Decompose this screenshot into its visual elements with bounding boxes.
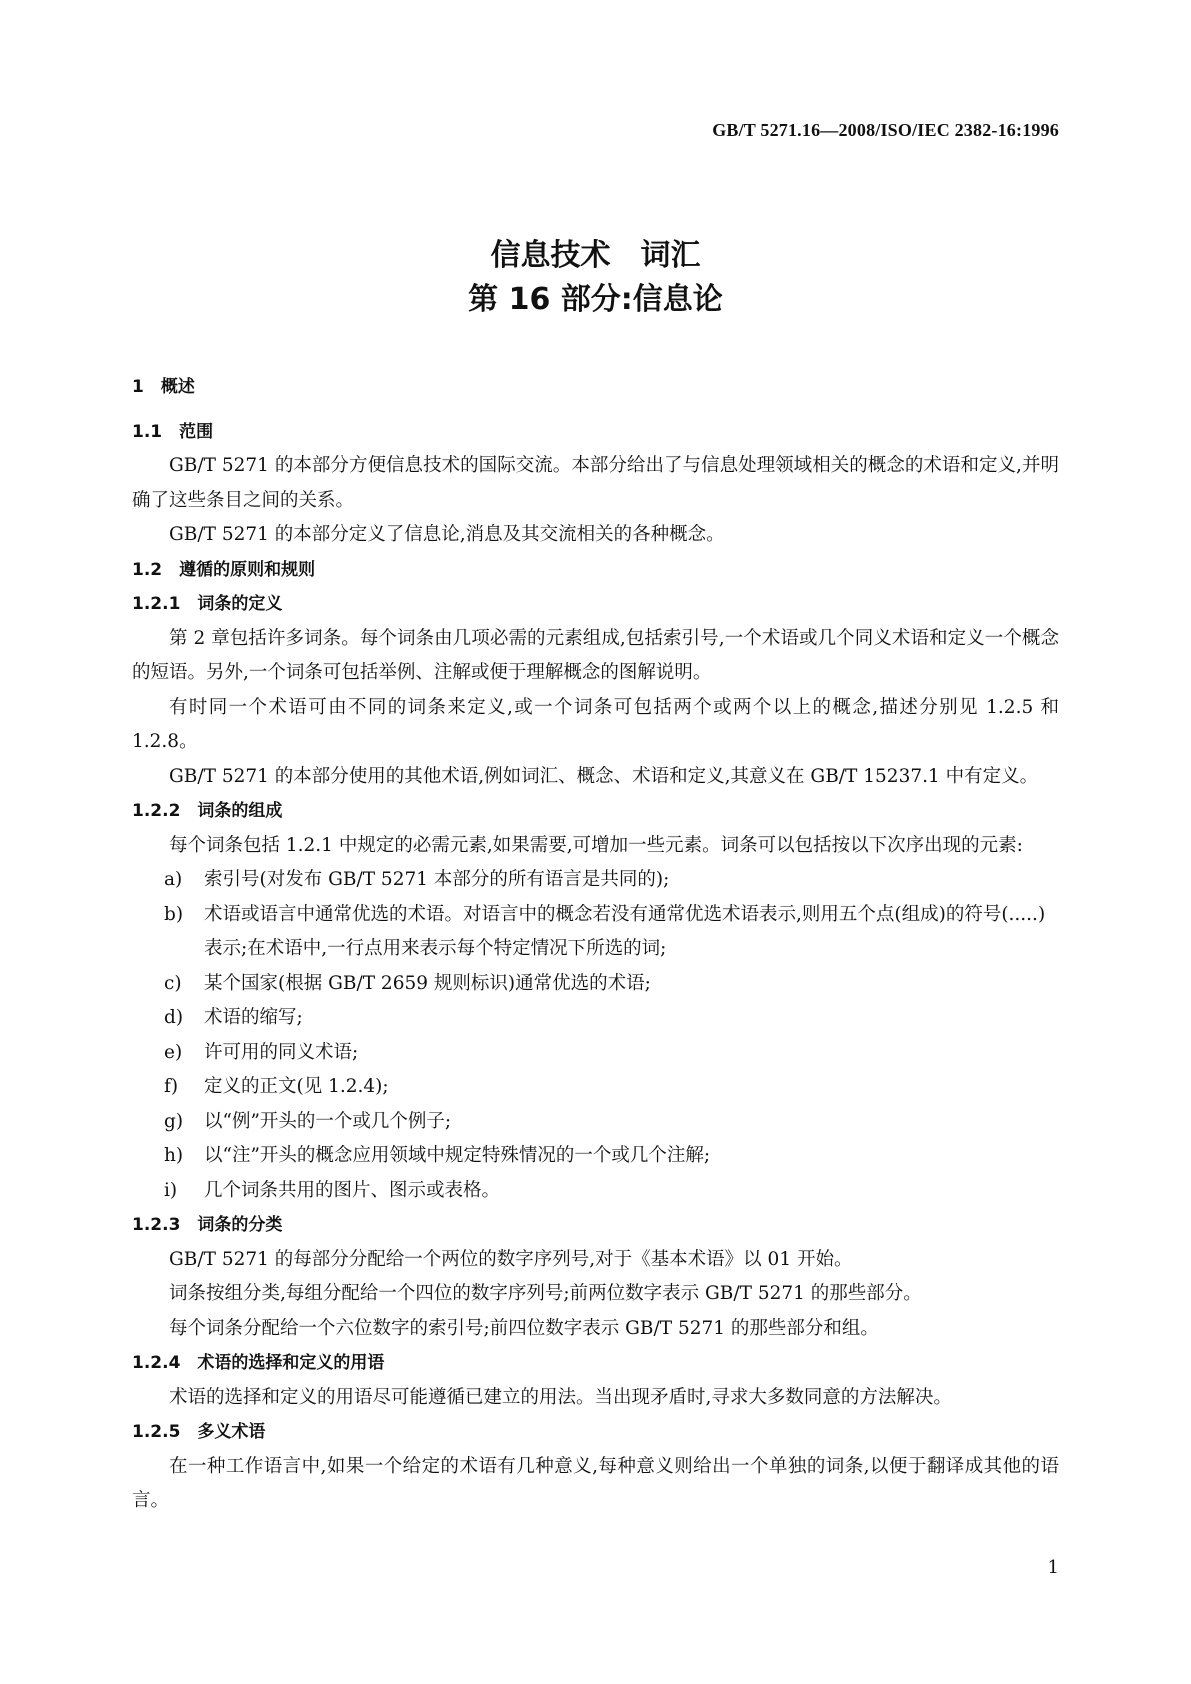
list-item: [132, 1174, 1059, 1209]
section-heading-1-2-5: 1.2.5 多义术语: [132, 1422, 266, 1442]
list-marker: d): [164, 1007, 184, 1028]
list-text: 术语的缩写;: [204, 1007, 303, 1028]
list-item: [132, 1036, 1059, 1071]
paragraph: GB/T 5271 的本部分使用的其他术语,例如词汇、概念、术语和定义,其意义在 GB/T 15237.1 中有定义。: [169, 765, 1039, 787]
list-item: [132, 1070, 1059, 1105]
section-heading-1-2-1: 1.2.1 词条的定义: [132, 594, 283, 614]
document-title-line2: 第 16 部分:信息论: [468, 282, 723, 317]
list-marker: i): [164, 1179, 178, 1201]
document-body: [132, 370, 1059, 1519]
section-heading-1-2: 1.2 遵循的原则和规则: [132, 559, 316, 580]
list-item: [132, 863, 1059, 898]
paragraph: GB/T 5271 的每部分分配给一个两位的数字序列号,对于《基本术语》以 01 开始。: [169, 1248, 853, 1270]
document-title-line1: 信息技术 词汇: [490, 238, 701, 273]
list-marker: c): [164, 972, 182, 994]
paragraph: 有时同一个术语可由不同的词条来定义,或一个词条可包括两个或两个以上的概念,描述分别见 1.2.5 和 1.2.8。: [132, 696, 1059, 752]
list-item: [132, 967, 1059, 1002]
section-heading-1-2-3: 1.2.3 词条的分类: [132, 1215, 283, 1235]
paragraph: 每个词条分配给一个六位数字的索引号;前四位数字表示 GB/T 5271 的那些部分和组。: [169, 1317, 879, 1339]
list-marker: e): [164, 1041, 183, 1063]
list-marker: g): [164, 1110, 184, 1132]
list-text: 许可用的同义术语;: [204, 1041, 359, 1063]
paragraph: 术语的选择和定义的用语尽可能遵循已建立的用法。当出现矛盾时,寻求大多数同意的方法解决。: [169, 1386, 952, 1408]
list-marker: f): [164, 1076, 179, 1097]
document-header: GB/T 5271.16—2008/ISO/IEC 2382-16:1996: [712, 120, 1059, 140]
list-item: [132, 898, 1059, 967]
paragraph: 每个词条包括 1.2.1 中规定的必需元素,如果需要,可增加一些元素。词条可以包括按以下次序出现的元素:: [169, 834, 1023, 856]
paragraph: 第 2 章包括许多词条。每个词条由几项必需的元素组成,包括索引号,一个术语或几个同义术语和定义一个概念的短语。另外,一个词条可包括举例、注解或便于理解概念的图解说明。: [132, 627, 1059, 683]
list-item: [132, 1001, 1059, 1036]
list-text: 以“注”开头的概念应用领域中规定特殊情况的一个或几个注解;: [204, 1145, 711, 1166]
list-text: 索引号(对发布 GB/T 5271 本部分的所有语言是共同的);: [204, 869, 670, 890]
section-heading-1: 1 概述: [132, 377, 195, 397]
section-heading-1-2-4: 1.2.4 术语的选择和定义的用语: [132, 1353, 385, 1373]
list-item: [132, 1139, 1059, 1174]
list-text: 以“例”开头的一个或几个例子;: [204, 1110, 452, 1132]
list-marker: a): [164, 869, 183, 890]
list-marker: h): [164, 1145, 184, 1166]
paragraph: 在一种工作语言中,如果一个给定的术语有几种意义,每种意义则给出一个单独的词条,以便于翻译成其他的语言。: [132, 1455, 1059, 1511]
section-heading-1-2-2: 1.2.2 词条的组成: [132, 801, 283, 821]
list-text: 几个词条共用的图片、图示或表格。: [204, 1179, 501, 1201]
page-number: 1: [1047, 1557, 1059, 1578]
paragraph: 词条按组分类,每组分配给一个四位的数字序列号;前两位数字表示 GB/T 5271 的那些部分。: [169, 1283, 922, 1304]
section-heading-1-1: 1.1 范围: [132, 421, 214, 442]
list-text: 定义的正文(见 1.2.4);: [204, 1076, 389, 1097]
paragraph: GB/T 5271 的本部分定义了信息论,消息及其交流相关的各种概念。: [169, 524, 725, 545]
list-marker: b): [164, 903, 184, 925]
paragraph: GB/T 5271 的本部分方便信息技术的国际交流。本部分给出了与信息处理领域相关的概念的术语和定义,并明确了这些条目之间的关系。: [132, 455, 1059, 511]
list-item: [132, 1105, 1059, 1140]
list-text: 某个国家(根据 GB/T 2659 规则标识)通常优选的术语;: [204, 972, 651, 994]
list-text: 术语或语言中通常优选的术语。对语言中的概念若没有通常优选术语表示,则用五个点(组成)的符号(.....)表示;在术语中,一行点用来表示每个特定情况下所选的词;: [204, 903, 1046, 959]
